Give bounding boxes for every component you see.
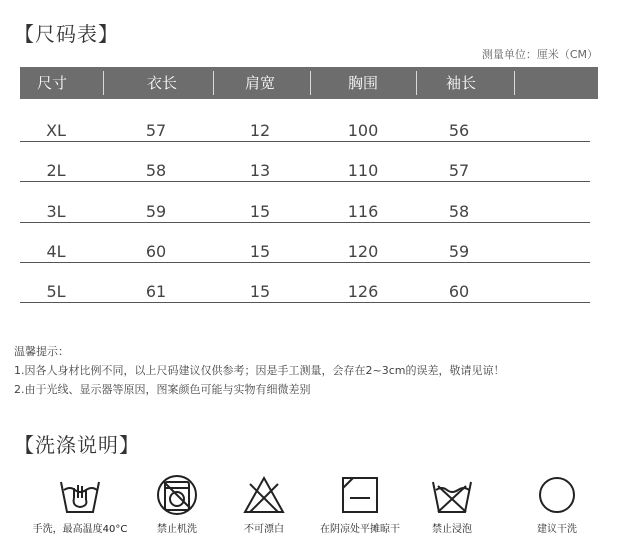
tip-line-1: 1.因各人身材比例不同，以上尺码建议仅供参考；因是手工测量，会存在2~3cm的误差，敬请见谅！ — [14, 364, 505, 377]
table-row — [20, 240, 590, 264]
cell-chest: 120 — [347, 242, 379, 261]
cell-size: 3L — [46, 202, 66, 221]
cell-chest: 100 — [347, 121, 379, 140]
cell-size: XL — [46, 121, 66, 140]
no-machine-wash-icon — [155, 474, 199, 516]
cell-shoulder: 15 — [249, 242, 271, 261]
dry-clean-icon — [535, 474, 579, 516]
cell-length: 61 — [145, 282, 167, 301]
header-chest: 胸围 — [347, 74, 378, 92]
cell-size: 4L — [46, 242, 66, 261]
cell-size: 2L — [46, 161, 66, 180]
no-bleach-icon — [242, 474, 286, 516]
cell-shoulder: 15 — [249, 202, 271, 221]
cell-sleeve: 56 — [448, 121, 470, 140]
tips-heading: 温馨提示： — [14, 345, 69, 358]
cell-length: 59 — [145, 202, 167, 221]
cell-length: 58 — [145, 161, 167, 180]
dry-flat-caption: 在阴凉处平摊晾干 — [320, 524, 400, 535]
no-soak-caption: 禁止浸泡 — [432, 524, 472, 535]
no-machine-wash-caption: 禁止机洗 — [157, 524, 197, 535]
hand-wash-caption: 手洗，最高温度40°C — [32, 524, 128, 535]
header-length: 衣长 — [146, 74, 177, 92]
no-soak-icon — [430, 474, 474, 516]
dry-clean-caption: 建议干洗 — [537, 524, 577, 535]
tip-line-2: 2.由于光线、显示器等原因，图案颜色可能与实物有细微差别 — [14, 383, 311, 396]
header-size: 尺寸 — [36, 74, 67, 92]
cell-length: 57 — [145, 121, 167, 140]
cell-shoulder: 15 — [249, 282, 271, 301]
cell-size: 5L — [46, 282, 66, 301]
cell-shoulder: 13 — [249, 161, 271, 180]
cell-chest: 110 — [347, 161, 379, 180]
table-row — [20, 119, 590, 143]
cell-sleeve: 57 — [448, 161, 470, 180]
cell-sleeve: 60 — [448, 282, 470, 301]
cell-chest: 126 — [347, 282, 379, 301]
header-shoulder: 肩宽 — [244, 74, 275, 92]
wash-instructions-title: 【洗涤说明】 — [14, 433, 140, 457]
cell-sleeve: 58 — [448, 202, 470, 221]
hand-wash-icon — [58, 474, 102, 516]
size-table-header — [20, 67, 598, 99]
table-row — [20, 159, 590, 183]
header-sleeve: 袖长 — [445, 74, 476, 92]
tips-section — [14, 342, 504, 399]
cell-length: 60 — [145, 242, 167, 261]
table-row — [20, 200, 590, 224]
cell-shoulder: 12 — [249, 121, 271, 140]
table-row — [20, 280, 590, 304]
size-chart-title: 【尺码表】 — [14, 22, 119, 46]
unit-note: 测量单位：厘米（CM） — [481, 48, 598, 61]
cell-chest: 116 — [347, 202, 379, 221]
no-bleach-caption: 不可漂白 — [244, 524, 284, 535]
dry-flat-in-shade-icon — [338, 474, 382, 516]
cell-sleeve: 59 — [448, 242, 470, 261]
